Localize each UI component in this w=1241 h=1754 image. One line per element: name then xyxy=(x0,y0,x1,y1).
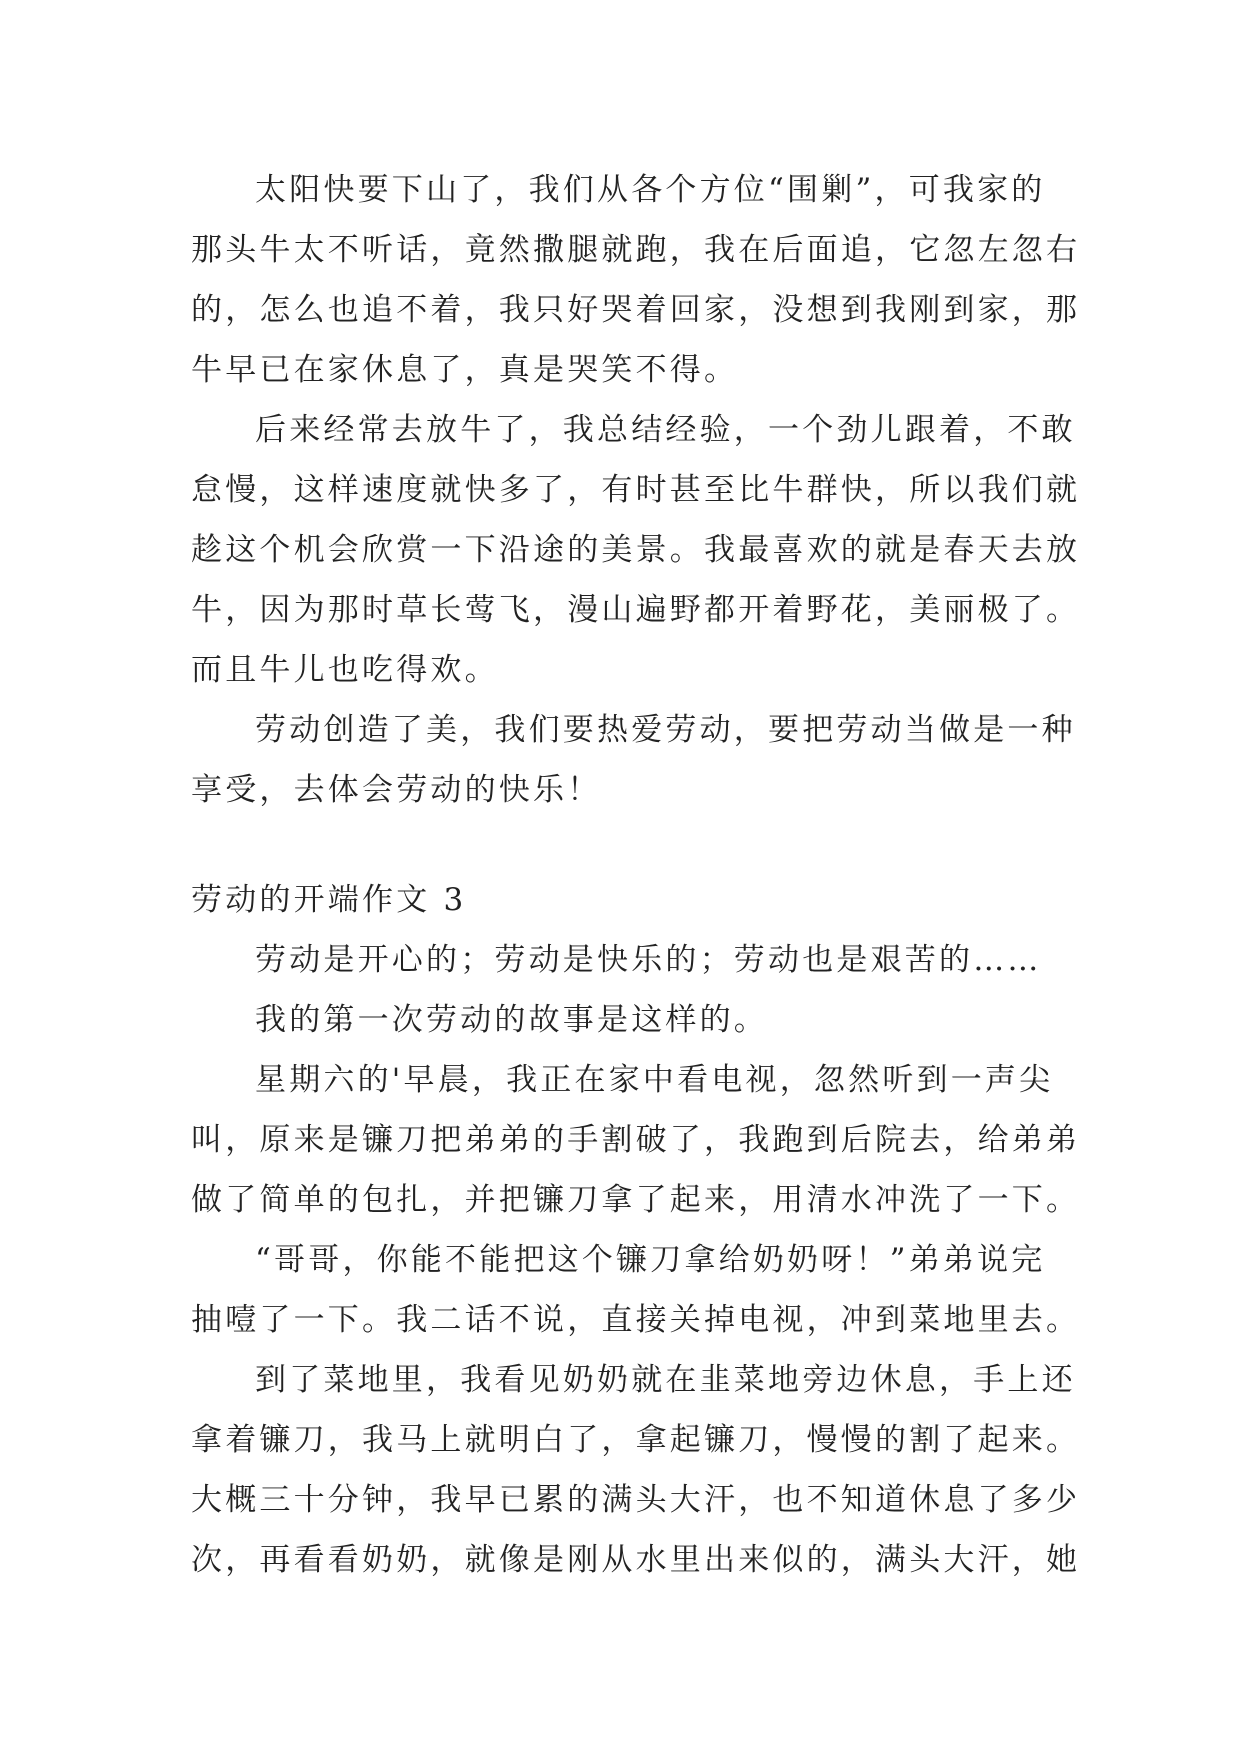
text-line: 太阳快要下山了，我们从各个方位“围剿”，可我家的 xyxy=(255,172,1046,208)
document-page xyxy=(191,160,1081,1590)
text-line: 怠慢，这样速度就快多了，有时甚至比牛群快，所以我们就 xyxy=(191,472,1081,508)
paragraph xyxy=(191,160,1081,400)
text-line: 后来经常去放牛了，我总结经验，一个劲儿跟着，不敢 xyxy=(255,412,1076,448)
text-line: 抽噎了一下。我二话不说，直接关掉电视，冲到菜地里去。 xyxy=(191,1302,1081,1338)
text-line: 我的第一次劳动的故事是这样的。 xyxy=(255,1002,768,1038)
section-heading: 劳动的开端作文 3 xyxy=(191,882,467,918)
paragraph xyxy=(191,1350,1081,1590)
paragraph xyxy=(191,1050,1081,1230)
paragraph xyxy=(191,1230,1081,1350)
text-line: 次，再看看奶奶，就像是刚从水里出来似的，满头大汗，她 xyxy=(191,1542,1081,1578)
text-line: 大概三十分钟，我早已累的满头大汗，也不知道休息了多少 xyxy=(191,1482,1081,1518)
paragraph xyxy=(191,930,1061,990)
text-line: 星期六的'早晨，我正在家中看电视，忽然听到一声尖 xyxy=(255,1062,1054,1098)
text-line: 叫，原来是镰刀把弟弟的手割破了，我跑到后院去，给弟弟 xyxy=(191,1122,1081,1158)
text-line: 的，怎么也追不着，我只好哭着回家，没想到我刚到家，那 xyxy=(191,292,1081,328)
text-line: 享受，去体会劳动的快乐！ xyxy=(191,772,602,808)
text-line: 做了简单的包扎，并把镰刀拿了起来，用清水冲洗了一下。 xyxy=(191,1182,1081,1218)
text-line: 劳动是开心的；劳动是快乐的；劳动也是艰苦的…… xyxy=(255,942,1042,978)
paragraph xyxy=(191,700,1076,820)
text-line: 劳动创造了美，我们要热爱劳动，要把劳动当做是一种 xyxy=(255,712,1076,748)
text-line: 趁这个机会欣赏一下沿途的美景。我最喜欢的就是春天去放 xyxy=(191,532,1081,568)
paragraph xyxy=(191,990,1061,1050)
paragraph xyxy=(191,400,1081,700)
text-line: 那头牛太不听话，竟然撒腿就跑，我在后面追，它忽左忽右 xyxy=(191,232,1081,268)
section-gap xyxy=(191,820,1061,870)
text-line: 而且牛儿也吃得欢。 xyxy=(191,652,499,688)
text-line: 牛早已在家休息了，真是哭笑不得。 xyxy=(191,352,739,388)
text-line: 拿着镰刀，我马上就明白了，拿起镰刀，慢慢的割了起来。 xyxy=(191,1422,1081,1458)
text-line: “哥哥，你能不能把这个镰刀拿给奶奶呀！”弟弟说完 xyxy=(255,1242,1046,1278)
text-line: 到了菜地里，我看见奶奶就在韭菜地旁边休息，手上还 xyxy=(255,1362,1076,1398)
text-line: 牛，因为那时草长莺飞，漫山遍野都开着野花，美丽极了。 xyxy=(191,592,1081,628)
